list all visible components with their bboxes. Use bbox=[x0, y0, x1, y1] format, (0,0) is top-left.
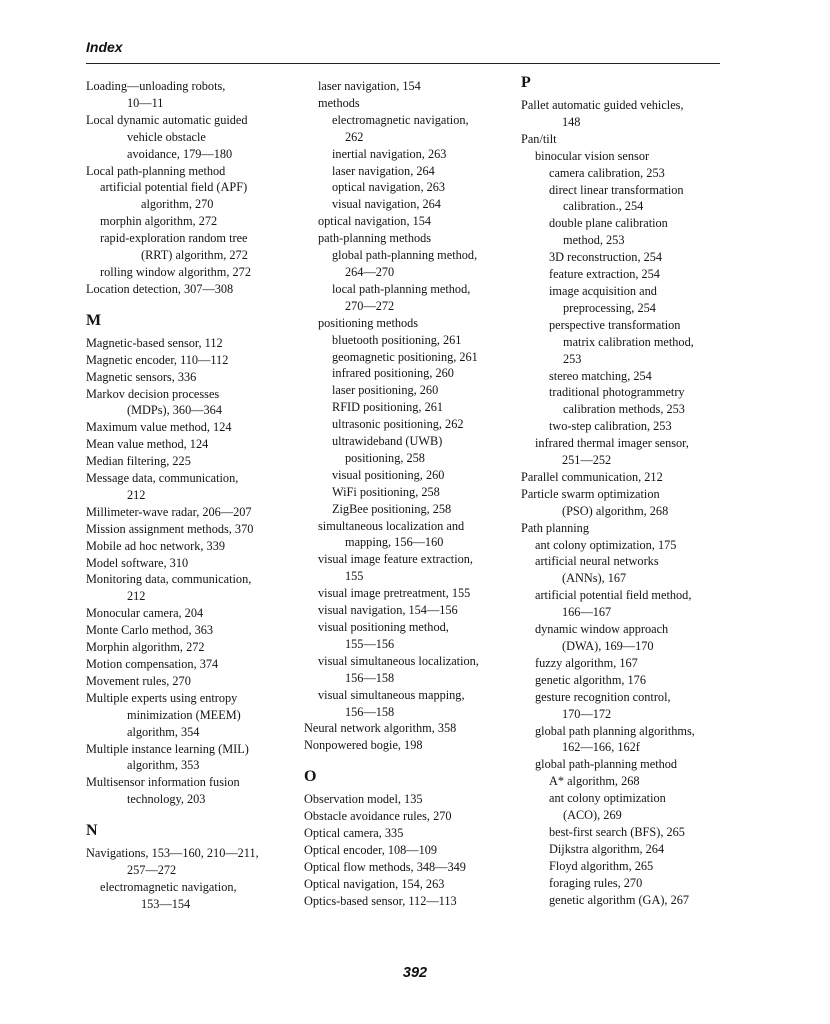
index-entry-continuation: 155—156 bbox=[345, 636, 395, 651]
index-entry-continuation: algorithm, 354 bbox=[127, 724, 200, 739]
index-entry: laser navigation, 264 bbox=[332, 163, 435, 178]
index-entry-continuation: 251—252 bbox=[562, 453, 612, 468]
index-entry: Morphin algorithm, 272 bbox=[86, 640, 205, 655]
index-entry-continuation: 253 bbox=[563, 351, 582, 366]
index-entry: bluetooth positioning, 261 bbox=[332, 332, 462, 347]
index-entry: fuzzy algorithm, 167 bbox=[535, 655, 638, 670]
index-entry: A* algorithm, 268 bbox=[549, 774, 640, 789]
index-entry: gesture recognition control, bbox=[535, 689, 671, 704]
index-entry-continuation: mapping, 156—160 bbox=[345, 535, 444, 550]
index-entry-continuation: 10—11 bbox=[127, 95, 164, 110]
index-entry: Model software, 310 bbox=[86, 555, 189, 570]
index-entry: genetic algorithm (GA), 267 bbox=[549, 892, 690, 907]
index-entry: feature extraction, 254 bbox=[549, 267, 660, 282]
index-entry-continuation: 153—154 bbox=[141, 896, 191, 911]
index-entry: Optical encoder, 108—109 bbox=[304, 842, 438, 857]
section-letter: O bbox=[304, 768, 317, 786]
index-column-2 bbox=[304, 78, 514, 910]
index-entry: Magnetic sensors, 336 bbox=[86, 369, 197, 384]
index-entry: Monitoring data, communication, bbox=[86, 572, 252, 587]
index-entry-continuation: 212 bbox=[127, 487, 146, 502]
index-entry: ultrasonic positioning, 262 bbox=[332, 417, 464, 432]
index-entry: Multisensor information fusion bbox=[86, 775, 240, 790]
index-entry-continuation: avoidance, 179—180 bbox=[127, 146, 233, 161]
running-header-title: Index bbox=[86, 39, 123, 55]
index-entry-continuation: (ANNs), 167 bbox=[562, 571, 627, 586]
index-entry: artificial potential field method, bbox=[535, 588, 692, 603]
index-entry: geomagnetic positioning, 261 bbox=[332, 349, 478, 364]
index-entry: 3D reconstruction, 254 bbox=[549, 250, 663, 265]
index-entry-continuation: 270—272 bbox=[345, 298, 395, 313]
index-entry-continuation: 156—158 bbox=[345, 670, 395, 685]
index-entry: visual image pretreatment, 155 bbox=[318, 586, 471, 601]
index-entry: laser positioning, 260 bbox=[332, 383, 439, 398]
index-entry: Nonpowered bogie, 198 bbox=[304, 738, 423, 753]
index-entry: Movement rules, 270 bbox=[86, 673, 191, 688]
index-entry: Obstacle avoidance rules, 270 bbox=[304, 809, 452, 824]
index-entry-continuation: algorithm, 353 bbox=[127, 758, 200, 773]
index-entry: WiFi positioning, 258 bbox=[332, 484, 440, 499]
index-entry-continuation: (RRT) algorithm, 272 bbox=[141, 248, 248, 263]
index-entry: global path planning algorithms, bbox=[535, 723, 695, 738]
index-entry: infrared thermal imager sensor, bbox=[535, 436, 689, 451]
index-entry: local path-planning method, bbox=[332, 281, 471, 296]
index-entry: ultrawideband (UWB) bbox=[332, 434, 443, 449]
index-entry: dynamic window approach bbox=[535, 622, 669, 637]
index-entry-continuation: positioning, 258 bbox=[345, 450, 425, 465]
index-entry-continuation: 162—166, 162f bbox=[562, 740, 640, 755]
index-entry: stereo matching, 254 bbox=[549, 368, 652, 383]
index-entry: camera calibration, 253 bbox=[549, 165, 665, 180]
index-entry: Local path-planning method bbox=[86, 163, 226, 178]
index-entry: genetic algorithm, 176 bbox=[535, 672, 646, 687]
index-entry: rapid-exploration random tree bbox=[100, 231, 248, 246]
index-entry-continuation: calibration., 254 bbox=[563, 199, 644, 214]
index-entry: positioning methods bbox=[318, 315, 419, 330]
index-entry-continuation: 264—270 bbox=[345, 264, 395, 279]
index-entry: Optical navigation, 154, 263 bbox=[304, 876, 445, 891]
header-rule bbox=[86, 63, 720, 64]
index-entry: RFID positioning, 261 bbox=[332, 400, 444, 415]
index-entry: Local dynamic automatic guided bbox=[86, 112, 248, 127]
index-entry: Magnetic-based sensor, 112 bbox=[86, 335, 223, 350]
index-entry: foraging rules, 270 bbox=[549, 875, 643, 890]
index-entry: Message data, communication, bbox=[86, 471, 239, 486]
index-entry-continuation: technology, 203 bbox=[127, 792, 206, 807]
page-number: 392 bbox=[402, 965, 428, 981]
index-entry: optical navigation, 154 bbox=[318, 214, 432, 229]
index-entry-continuation: calibration methods, 253 bbox=[563, 402, 685, 417]
index-entry: laser navigation, 154 bbox=[318, 79, 421, 93]
index-entry: Optical flow methods, 348—349 bbox=[304, 859, 466, 874]
index-entry: path-planning methods bbox=[318, 231, 432, 246]
index-entry-continuation: 262 bbox=[345, 129, 364, 144]
index-entry: visual navigation, 264 bbox=[332, 197, 441, 212]
index-entry: binocular vision sensor bbox=[535, 148, 650, 163]
section-letter: P bbox=[521, 74, 531, 91]
index-entry-continuation: (MDPs), 360—364 bbox=[127, 403, 222, 418]
index-entry-continuation: (PSO) algorithm, 268 bbox=[562, 503, 669, 518]
index-entry-continuation: 156—158 bbox=[345, 704, 395, 719]
index-entry: optical navigation, 263 bbox=[332, 180, 446, 195]
section-letter: N bbox=[86, 822, 98, 840]
index-column-1 bbox=[86, 78, 291, 913]
index-entry-continuation: 257—272 bbox=[127, 863, 177, 878]
index-entry: Multiple experts using entropy bbox=[86, 690, 238, 705]
index-entry: Mission assignment methods, 370 bbox=[86, 521, 254, 536]
index-entry: morphin algorithm, 272 bbox=[100, 214, 218, 229]
index-entry: Neural network algorithm, 358 bbox=[304, 721, 457, 736]
index-entry: Particle swarm optimization bbox=[521, 486, 660, 501]
index-entry: Mobile ad hoc network, 339 bbox=[86, 538, 225, 553]
index-entry: Path planning bbox=[521, 520, 589, 535]
index-entry: visual simultaneous localization, bbox=[318, 653, 479, 668]
index-entry: Magnetic encoder, 110—112 bbox=[86, 352, 229, 367]
index-entry: Observation model, 135 bbox=[304, 792, 423, 807]
index-entry: Millimeter-wave radar, 206—207 bbox=[86, 504, 252, 519]
section-letter: M bbox=[86, 311, 102, 329]
index-entry: traditional photogrammetry bbox=[549, 385, 685, 400]
index-entry: simultaneous localization and bbox=[318, 518, 465, 533]
index-entry: Optical camera, 335 bbox=[304, 826, 404, 841]
index-entry: visual image feature extraction, bbox=[318, 552, 474, 567]
index-entry: Markov decision processes bbox=[86, 386, 220, 401]
index-entry: artificial potential field (APF) bbox=[100, 180, 248, 195]
index-entry: ant colony optimization bbox=[549, 791, 666, 806]
index-entry-continuation: 155 bbox=[345, 569, 364, 584]
index-entry: ZigBee positioning, 258 bbox=[332, 501, 452, 516]
index-entry-continuation: 166—167 bbox=[562, 605, 612, 620]
index-entry-continuation: 170—172 bbox=[562, 706, 612, 721]
index-entry: double plane calibration bbox=[549, 216, 668, 231]
index-entry: Optics-based sensor, 112—113 bbox=[304, 893, 457, 908]
index-entry: electromagnetic navigation, bbox=[100, 879, 237, 894]
index-entry: Mean value method, 124 bbox=[86, 437, 209, 452]
index-entry: global path-planning method bbox=[535, 757, 678, 772]
index-entry: artificial neural networks bbox=[535, 554, 659, 569]
index-entry-continuation: preprocessing, 254 bbox=[563, 300, 656, 315]
index-entry: Navigations, 153—160, 210—211, bbox=[86, 846, 259, 861]
index-entry: Parallel communication, 212 bbox=[521, 469, 663, 484]
index-column-3 bbox=[521, 72, 731, 909]
index-entry: visual navigation, 154—156 bbox=[318, 603, 458, 618]
index-entry: ant colony optimization, 175 bbox=[535, 537, 677, 552]
index-entry: Motion compensation, 374 bbox=[86, 657, 219, 671]
index-entry: visual positioning, 260 bbox=[332, 467, 445, 482]
index-entry: perspective transformation bbox=[549, 317, 681, 332]
index-entry: methods bbox=[318, 95, 360, 110]
index-entry: Loading—unloading robots, bbox=[86, 79, 226, 93]
index-entry: Maximum value method, 124 bbox=[86, 420, 232, 435]
index-entry: Monocular camera, 204 bbox=[86, 606, 204, 621]
index-entry: Median filtering, 225 bbox=[86, 454, 191, 469]
index-entry-continuation: 212 bbox=[127, 589, 146, 604]
index-entry: Multiple instance learning (MIL) bbox=[86, 741, 249, 756]
index-entry-continuation: matrix calibration method, bbox=[563, 334, 694, 349]
index-entry: best-first search (BFS), 265 bbox=[549, 824, 685, 839]
index-entry: Monte Carlo method, 363 bbox=[86, 623, 214, 638]
index-entry: image acquisition and bbox=[549, 283, 657, 298]
index-entry-continuation: 148 bbox=[562, 114, 581, 129]
index-entry-continuation: algorithm, 270 bbox=[141, 197, 214, 212]
index-entry: electromagnetic navigation, bbox=[332, 112, 469, 127]
index-entry-continuation: vehicle obstacle bbox=[127, 129, 206, 144]
index-entry: Location detection, 307—308 bbox=[86, 281, 234, 296]
index-entry: inertial navigation, 263 bbox=[332, 146, 447, 161]
index-entry: infrared positioning, 260 bbox=[332, 366, 454, 381]
index-entry: direct linear transformation bbox=[549, 182, 684, 197]
index-entry-continuation: (ACO), 269 bbox=[563, 808, 622, 823]
index-entry: visual positioning method, bbox=[318, 620, 449, 634]
index-entry: two-step calibration, 253 bbox=[549, 419, 672, 434]
index-entry: visual simultaneous mapping, bbox=[318, 687, 465, 702]
index-entry-continuation: minimization (MEEM) bbox=[127, 707, 241, 722]
index-entry: global path-planning method, bbox=[332, 248, 478, 263]
index-entry: rolling window algorithm, 272 bbox=[100, 264, 251, 279]
index-entry: Pan/tilt bbox=[521, 131, 557, 146]
index-entry-continuation: (DWA), 169—170 bbox=[562, 639, 654, 653]
index-entry-continuation: method, 253 bbox=[563, 233, 625, 248]
index-entry: Pallet automatic guided vehicles, bbox=[521, 98, 684, 112]
index-entry: Dijkstra algorithm, 264 bbox=[549, 841, 665, 856]
index-entry: Floyd algorithm, 265 bbox=[549, 858, 654, 873]
